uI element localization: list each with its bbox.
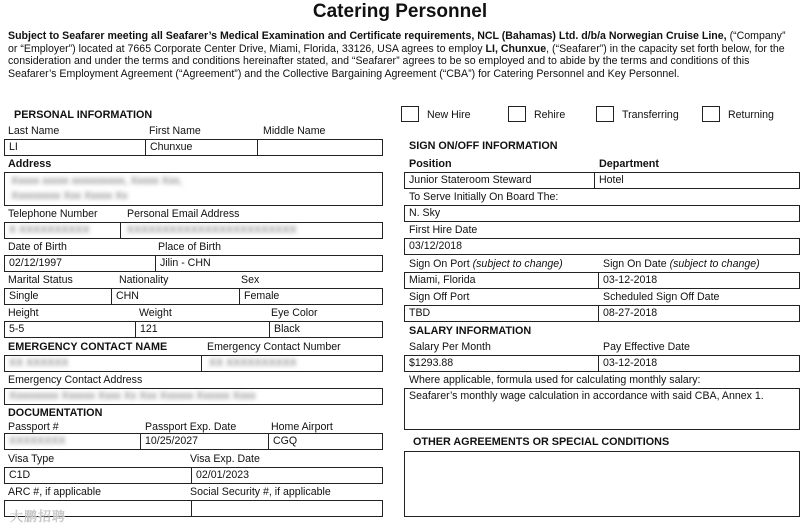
- personal-info-header: PERSONAL INFORMATION: [14, 109, 153, 121]
- position-row: [404, 172, 800, 189]
- weight-field[interactable]: 121: [135, 322, 269, 337]
- rehire-checkbox[interactable]: [508, 106, 526, 122]
- first-hire-label: First Hire Date: [409, 224, 478, 236]
- visa-exp-field[interactable]: 02/01/2023: [191, 468, 382, 483]
- sex-field[interactable]: Female: [239, 289, 382, 304]
- height-label: Height: [8, 307, 39, 319]
- address-field[interactable]: [4, 172, 383, 206]
- pob-label: Place of Birth: [158, 241, 222, 253]
- ssn-field[interactable]: [191, 501, 382, 516]
- first-name-label: First Name: [149, 125, 201, 137]
- address-line-1: Xxxxx xxxxx xxxxxxxxxx, Xxxxx Xxx,: [11, 175, 183, 187]
- returning-checkbox[interactable]: [702, 106, 720, 122]
- intro-text-continued: , (“Seafarer”) in the capacity set forth below, for the consideration and under the terms and conditions hereinafter stated, and “Seafarer” agrees to be so employed and to abide by the terms and conditions of this Seafarer’s Employment Agreement (“Agreement”) and the Collective Bargaining Agreement (“CBA”) for Catering Personnel and Key Personnel.: [8, 42, 785, 80]
- email-label: Personal Email Address: [127, 208, 240, 220]
- emergency-divider: [201, 356, 202, 371]
- serve-on-board-label: To Serve Initially On Board The:: [409, 191, 559, 203]
- salary-formula-field[interactable]: Seafarer’s monthly wage calculation in accordance with said CBA, Annex 1.: [409, 390, 764, 402]
- transferring-label: Transferring: [622, 109, 679, 121]
- contact-divider: [120, 223, 121, 238]
- sign-on-row: [404, 272, 800, 289]
- marital-label: Marital Status: [8, 274, 73, 286]
- status-row: [4, 288, 383, 305]
- address-label: Address: [8, 158, 52, 170]
- ship-field[interactable]: N. Sky: [409, 207, 441, 219]
- emergency-number-field[interactable]: XX XXXXXXXXXX: [209, 357, 297, 369]
- document-title: Catering Personnel: [312, 1, 488, 22]
- passport-row: [4, 433, 383, 450]
- eye-color-label: Eye Color: [271, 307, 318, 319]
- transferring-checkbox[interactable]: [596, 106, 614, 122]
- last-name-label: Last Name: [8, 125, 60, 137]
- middle-name-field[interactable]: [257, 140, 382, 155]
- emergency-row: [4, 355, 383, 372]
- sign-on-header: SIGN ON/OFF INFORMATION: [409, 140, 558, 152]
- sign-off-port-label: Sign Off Port: [409, 291, 470, 303]
- home-airport-field[interactable]: CGQ: [268, 434, 382, 449]
- salary-header: SALARY INFORMATION: [409, 325, 532, 337]
- new-hire-checkbox[interactable]: [401, 106, 419, 122]
- first-hire-box: [404, 238, 800, 255]
- emergency-address-label: Emergency Contact Address: [8, 374, 143, 386]
- first-hire-field[interactable]: 03/12/2018: [409, 240, 463, 252]
- email-field[interactable]: XXXXXXXXXXXXXXXXXXXXXXXX: [127, 224, 297, 236]
- dob-label: Date of Birth: [8, 241, 67, 253]
- position-field[interactable]: Junior Stateroom Steward: [409, 174, 532, 186]
- sign-on-date-note: (subject to change): [669, 258, 760, 270]
- emergency-contact-header: EMERGENCY CONTACT NAME: [8, 341, 168, 353]
- name-row: [4, 139, 383, 156]
- visa-row: [4, 467, 383, 484]
- salary-row: [404, 355, 800, 372]
- address-line-2: Xxxxxxxxx Xxx Xxxxx Xx: [11, 190, 128, 202]
- passport-label: Passport #: [8, 421, 59, 433]
- visa-type-field[interactable]: C1D: [9, 469, 31, 481]
- position-label: Position: [409, 158, 452, 170]
- pay-effective-label: Pay Effective Date: [603, 341, 690, 353]
- watermark-logo: 大鹏招聘: [10, 509, 67, 524]
- visa-exp-label: Visa Exp. Date: [190, 453, 260, 465]
- new-hire-label: New Hire: [427, 109, 471, 121]
- emergency-number-label: Emergency Contact Number: [207, 341, 341, 353]
- sign-on-port-label-text: Sign On Port: [409, 258, 470, 270]
- passport-exp-field[interactable]: 10/25/2027: [145, 435, 199, 447]
- contact-row: [4, 222, 383, 239]
- sign-off-port-field[interactable]: TBD: [409, 307, 431, 319]
- home-airport-label: Home Airport: [271, 421, 333, 433]
- dob-field[interactable]: 02/12/1997: [9, 257, 63, 269]
- rehire-label: Rehire: [534, 109, 566, 121]
- ship-box: [404, 205, 800, 222]
- passport-exp-label: Passport Exp. Date: [145, 421, 237, 433]
- department-field[interactable]: Hotel: [594, 173, 799, 188]
- telephone-label: Telephone Number: [8, 208, 98, 220]
- emergency-name-field[interactable]: XX XXXXXX: [9, 357, 69, 369]
- emergency-address-field[interactable]: Xxxxxxxxx Xxxxxx Xxxx Xx Xxx Xxxxxx Xxxxxx Xxxx: [9, 390, 256, 402]
- passport-number-field[interactable]: XXXXXXXX: [9, 435, 66, 447]
- salary-per-month-field[interactable]: $1293.88: [409, 357, 454, 369]
- height-field[interactable]: 5-5: [9, 323, 25, 335]
- nationality-field[interactable]: CHN: [111, 289, 239, 304]
- sign-on-port-field[interactable]: Miami, Florida: [409, 274, 476, 286]
- department-label: Department: [599, 158, 659, 170]
- sign-on-date-label-text: Sign On Date: [603, 258, 667, 270]
- documentation-header: DOCUMENTATION: [8, 407, 103, 419]
- salary-formula-box: [404, 388, 800, 430]
- sign-off-date-field[interactable]: 08-27-2018: [598, 306, 799, 321]
- arc-label: ARC #, if applicable: [8, 486, 102, 498]
- eye-color-field[interactable]: Black: [269, 322, 382, 337]
- nationality-label: Nationality: [119, 274, 169, 286]
- first-name-field[interactable]: Chunxue: [145, 140, 257, 155]
- emergency-address-box: [4, 388, 383, 405]
- intro-seafarer-name: LI, Chunxue: [485, 42, 547, 55]
- sign-off-date-label: Scheduled Sign Off Date: [603, 291, 720, 303]
- visa-type-label: Visa Type: [8, 453, 55, 465]
- returning-label: Returning: [728, 109, 774, 121]
- last-name-field[interactable]: LI: [9, 141, 18, 153]
- telephone-field[interactable]: X XXXXXXXXXX: [9, 224, 90, 236]
- other-agreements-header: OTHER AGREEMENTS OR SPECIAL CONDITIONS: [413, 436, 670, 448]
- sex-label: Sex: [241, 274, 260, 286]
- intro-text: (“Company” or “Employer”) located at 7665 Corporate Center Drive, Miami, Florida, 33126, USA agrees to employ: [8, 30, 786, 55]
- intro-bold: Subject to Seafarer meeting all Seafarer’s Medical Examination and Certificate requirements, NCL (Bahamas) Ltd. d/b/a Norwegian Cruise Line,: [8, 30, 727, 42]
- sign-on-date-field[interactable]: 03-12-2018: [598, 273, 799, 288]
- physical-row: [4, 321, 383, 338]
- pob-field[interactable]: Jilin - CHN: [155, 256, 382, 271]
- weight-label: Weight: [139, 307, 172, 319]
- sign-on-port-label: [409, 258, 563, 270]
- sign-on-date-label: [603, 258, 760, 270]
- pay-effective-field[interactable]: 03-12-2018: [598, 356, 799, 371]
- sign-off-row: [404, 305, 800, 322]
- sign-on-port-note: (subject to change): [472, 258, 563, 270]
- intro-paragraph: [8, 30, 796, 80]
- ssn-label: Social Security #, if applicable: [190, 486, 331, 498]
- salary-per-month-label: Salary Per Month: [409, 341, 491, 353]
- birth-row: [4, 255, 383, 272]
- marital-field[interactable]: Single: [9, 290, 39, 302]
- middle-name-label: Middle Name: [263, 125, 326, 137]
- salary-formula-label: Where applicable, formula used for calculating monthly salary:: [409, 374, 701, 386]
- other-agreements-field[interactable]: [404, 451, 800, 517]
